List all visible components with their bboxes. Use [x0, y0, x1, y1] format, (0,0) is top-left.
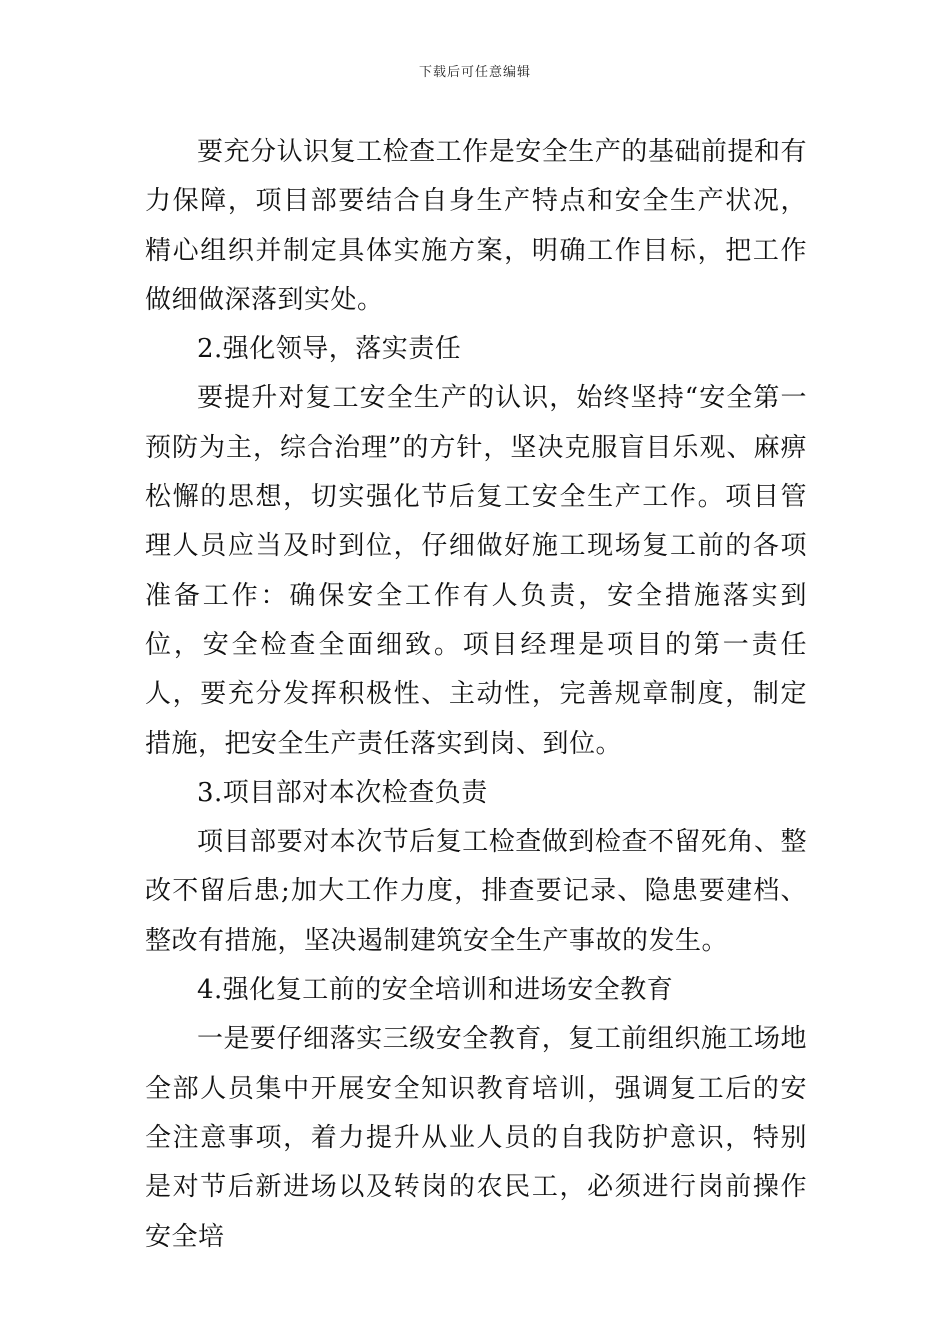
paragraph-inspection-accountability: 项目部要对本次节后复工检查做到检查不留死角、整改不留后患;加大工作力度，排查要记录、隐患要建档、整改有措施，坚决遏制建筑安全生产事故的发生。 — [145, 827, 807, 956]
paragraph-leadership-responsibility: 要提升对复工安全生产的认识，始终坚持“安全第一预防为主，综合治理”的方针，坚决克服盲目乐观、麻痹松懈的思想，切实强化节后复工安全生产工作。项目管理人员应当及时到位，仔细做好施工现场复工前的各项准备工作：确保安全工作有人负责，安全措施落实到位，安全检查全面细致。项目经理是项目的第一责任人，要充分发挥积极性、主动性，完善规章制度，制定措施，把安全生产责任落实到岗、到位。 — [145, 383, 807, 759]
section-heading-2: 2.强化领导，落实责任 — [197, 334, 462, 365]
page-header-note: 下载后可任意编辑 — [418, 65, 531, 80]
section-heading-3: 3.项目部对本次检查负责 — [197, 777, 488, 808]
document-body — [145, 128, 807, 1262]
paragraph-inspection-importance: 要充分认识复工检查工作是安全生产的基础前提和有力保障，项目部要结合自身生产特点和安全生产状况，精心组织并制定具体实施方案，明确工作目标，把工作做细做深落到实处。 — [145, 137, 807, 315]
section-heading-4: 4.强化复工前的安全培训和进场安全教育 — [197, 975, 674, 1006]
paragraph-safety-training: 一是要仔细落实三级安全教育，复工前组织施工场地全部人员集中开展安全知识教育培训，强调复工后的安全注意事项，着力提升从业人员的自我防护意识，特别是对节后新进场以及转岗的农民工，必须进行岗前操作安全培 — [145, 1024, 807, 1252]
